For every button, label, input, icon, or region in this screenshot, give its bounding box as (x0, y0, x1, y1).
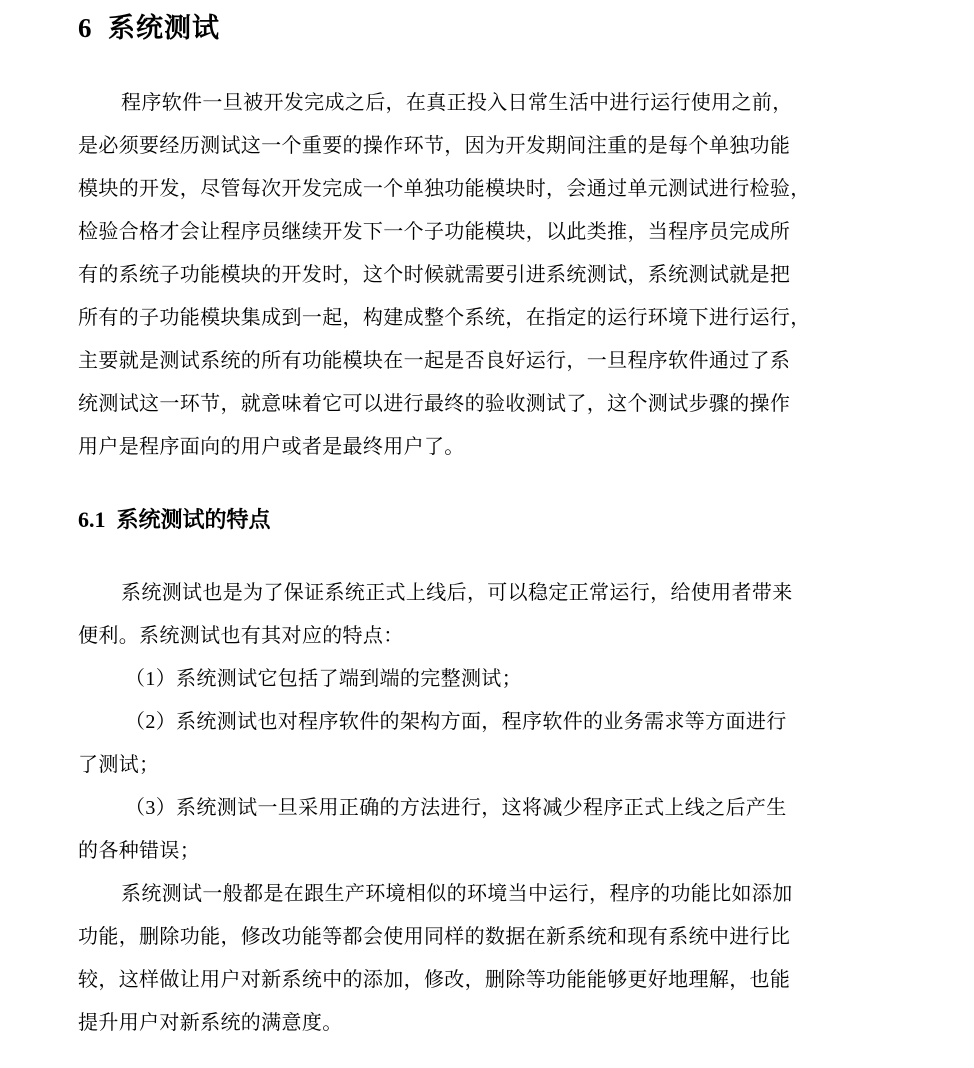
section-heading: 6 系统测试 (78, 13, 220, 43)
list-item-2: （2）系统测试也对程序软件的架构方面，程序软件的业务需求等方面进行 (125, 711, 787, 733)
paragraph-line: 便利。系统测试也有其对应的特点： (78, 625, 404, 647)
paragraph-line: 功能，删除功能，修改功能等都会使用同样的数据在新系统和现有系统中进行比 (78, 926, 791, 948)
paragraph-line: 系统测试也是为了保证系统正式上线后，可以稳定正常运行，给使用者带来 (121, 582, 793, 604)
paragraph-line: 用户是程序面向的用户或者是最终用户了。 (78, 436, 465, 458)
paragraph-line: 提升用户对新系统的满意度。 (78, 1012, 343, 1034)
paragraph-line: 较，这样做让用户对新系统中的添加，修改，删除等功能能够更好地理解，也能 (78, 969, 791, 991)
subsection-heading: 6.1 系统测试的特点 (78, 507, 271, 532)
paragraph-line: 主要就是测试系统的所有功能模块在一起是否良好运行，一旦程序软件通过了系 (78, 350, 791, 372)
list-item-3: （3）系统测试一旦采用正确的方法进行，这将减少程序正式上线之后产生 (125, 797, 787, 819)
paragraph-line: 检验合格才会让程序员继续开发下一个子功能模块，以此类推，当程序员完成所 (78, 221, 791, 243)
paragraph-line: 统测试这一环节，就意味着它可以进行最终的验收测试了，这个测试步骤的操作 (78, 393, 791, 415)
paragraph-line: 系统测试一般都是在跟生产环境相似的环境当中运行，程序的功能比如添加 (121, 883, 793, 905)
paragraph-line: 模块的开发，尽管每次开发完成一个单独功能模块时，会通过单元测试进行检验， (78, 178, 811, 200)
paragraph-line: 所有的子功能模块集成到一起，构建成整个系统，在指定的运行环境下进行运行， (78, 307, 811, 329)
list-item-1: （1）系统测试它包括了端到端的完整测试； (125, 668, 522, 690)
paragraph-line: 程序软件一旦被开发完成之后，在真正投入日常生活中进行运行使用之前， (121, 92, 793, 114)
list-item-3-cont: 的各种错误； (78, 840, 201, 862)
list-item-2-cont: 了测试； (78, 754, 160, 776)
paragraph-line: 是必须要经历测试这一个重要的操作环节，因为开发期间注重的是每个单独功能 (78, 135, 791, 157)
paragraph-line: 有的系统子功能模块的开发时，这个时候就需要引进系统测试，系统测试就是把 (78, 264, 791, 286)
